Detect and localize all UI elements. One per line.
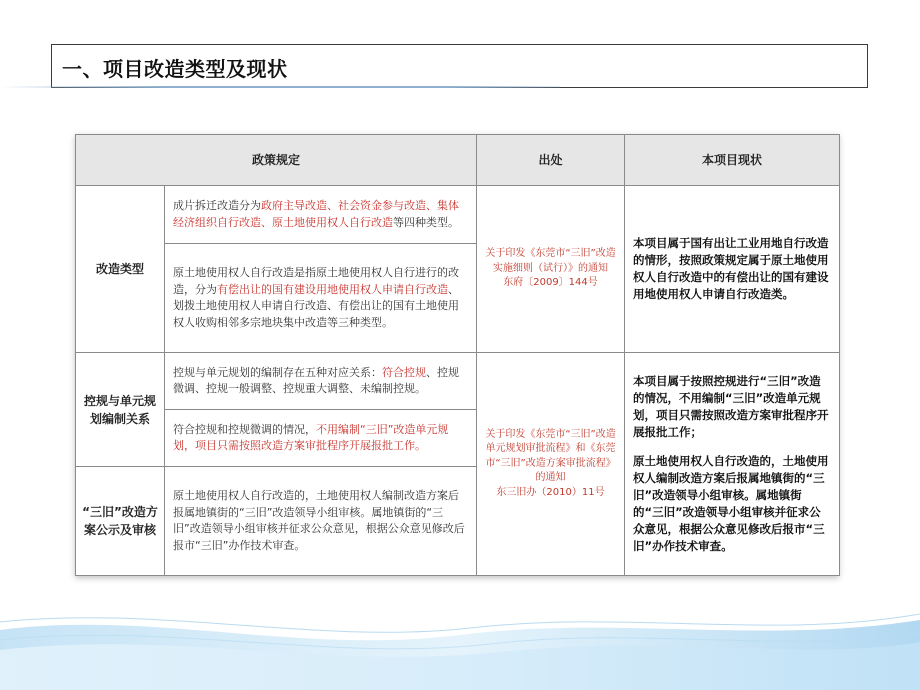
status-text: 原土地使用权人自行改造的，土地使用权人编制改造方案后报属地镇街的“三旧”改造领导小组审核。属地镇街的“三旧”改造领导小组审核并征求公众意见，根据公众意见修改后报市“三旧”办作技术审查。	[633, 453, 829, 553]
source-title: 关于印发《东莞市“三旧”改造单元规划审批流程》和《东莞市“三旧”改造方案审批流程》的通知	[485, 428, 616, 484]
policy-text: 等四种类型。	[393, 215, 459, 229]
row-label-type: 改造类型	[76, 186, 165, 353]
source-cell	[477, 352, 625, 575]
source-title: 关于印发《东莞市“三旧”改造实施细则（试行）》的通知	[485, 248, 616, 274]
header-policy: 政策规定	[76, 135, 477, 186]
policy-cell	[165, 244, 477, 352]
policy-cell	[165, 410, 477, 467]
source-cell	[477, 186, 625, 353]
source-doc-number: 东三旧办（2010）11号	[496, 486, 605, 498]
policy-cell	[165, 186, 477, 244]
status-text: 本项目属于按照控规进行“三旧”改造的情况，不用编制“三旧”改造单元规划，项目只需按照改造方案审批程序开展报批工作；	[633, 373, 829, 439]
table-row	[76, 352, 840, 409]
header-status: 本项目现状	[625, 135, 840, 186]
policy-text: 、控规微调、控规一般调整、控规重大调整、未编制控规。	[173, 365, 459, 396]
policy-text: 控规与单元规划的编制存在五种对应关系：	[173, 365, 382, 379]
heading-box	[51, 44, 868, 88]
status-cell	[625, 352, 840, 575]
source-doc-number: 东府〔2009〕144号	[503, 277, 598, 289]
title-underline	[0, 86, 560, 88]
table-header-row	[76, 135, 840, 186]
row-label-review: “三旧”改造方案公示及审核	[76, 467, 165, 576]
policy-highlight: 有偿出让的国有建设用地使用权人申请自行改造	[217, 282, 448, 296]
policy-table-container	[75, 134, 839, 576]
header-source: 出处	[477, 135, 625, 186]
policy-cell: 原土地使用权人自行改造的，土地使用权人编制改造方案后报属地镇街的“三旧”改造领导小组审核。属地镇街的“三旧”改造领导小组审核并征求公众意见，根据公众意见修改后报市“三旧”办作技术审查。	[165, 467, 477, 576]
policy-text: 原土地使用权人自行改造是指原土地使用权人自行进行的改造，分为	[173, 266, 459, 296]
policy-table	[75, 134, 840, 576]
decorative-wave	[0, 600, 920, 690]
policy-highlight: 符合控规	[382, 365, 426, 379]
policy-highlight: 政府主导改造、社会资金参与改造、集体经济组织自行改造、原土地使用权人自行改造	[173, 199, 459, 229]
status-cell: 本项目属于国有出让工业用地自行改造的情形，按照政策规定属于原土地使用权人自行改造中的有偿出让的国有建设用地使用权人申请自行改造类。	[625, 186, 840, 353]
row-label-planning: 控规与单元规划编制关系	[76, 352, 165, 467]
page-title: 一、项目改造类型及现状	[62, 57, 288, 81]
policy-text: 符合控规和控规微调的情况，	[173, 422, 316, 436]
policy-highlight: 不用编制“三旧”改造单元规划，项目只需按照改造方案审批程序开展报批工作。	[173, 422, 449, 453]
table-row	[76, 186, 840, 244]
policy-cell	[165, 352, 477, 409]
policy-text: 、划拨土地使用权人申请自行改造、有偿出让的国有土地使用权人收购相邻多宗地块集中改造等三种类型。	[173, 282, 459, 329]
policy-text: 成片拆迁改造分为	[173, 199, 261, 213]
